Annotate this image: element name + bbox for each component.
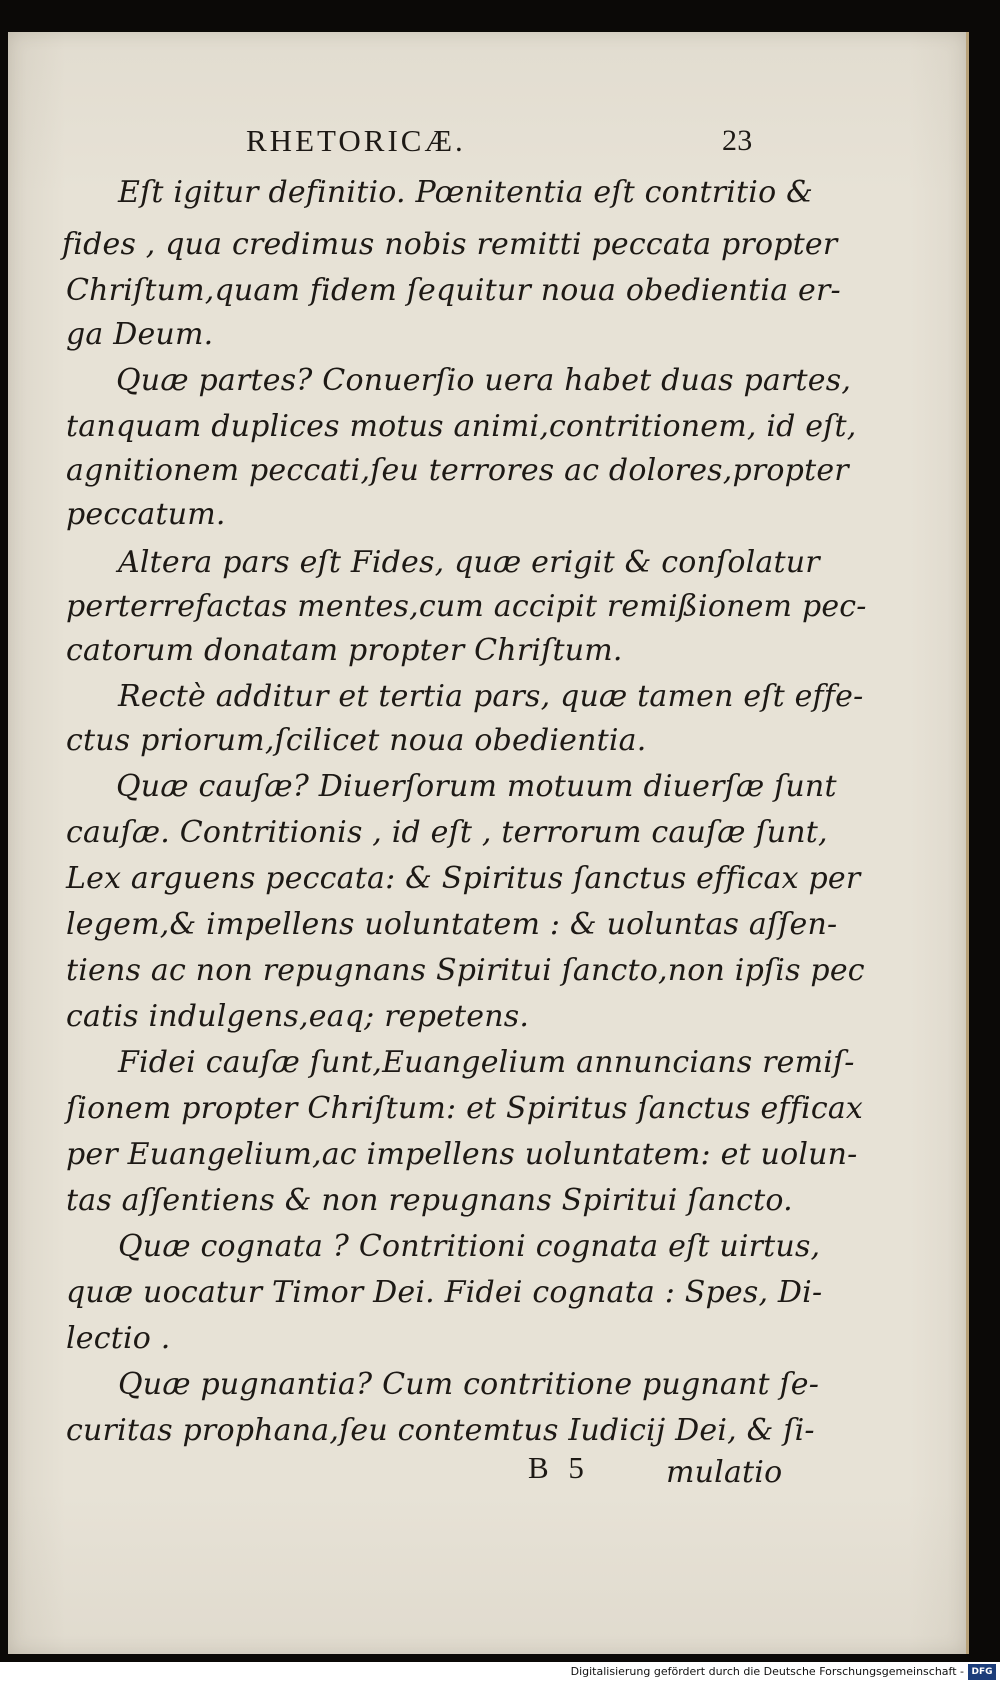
text-line: Quæ cognata ? Contritioni cognata eſt uirtus,: [118, 1229, 821, 1264]
text-line: Quæ cauſæ? Diuerſorum motuum diuerſæ ſunt: [116, 769, 837, 804]
text-line: legem,& impellens uoluntatem : & uoluntas aſſen-: [66, 907, 838, 942]
text-line: perterrefactas mentes,cum accipit remißionem pec-: [66, 589, 867, 624]
dfg-logo-icon: DFG: [968, 1664, 996, 1680]
text-line: Eſt igitur definitio. Pœnitentia eſt contritio &: [118, 175, 814, 210]
text-line: Quæ pugnantia? Cum contritione pugnant ſe-: [118, 1367, 820, 1402]
text-line: curitas prophana,ſeu contemtus Iudicij Dei, & ſi-: [66, 1413, 815, 1448]
text-line: cauſæ. Contritionis , id eſt , terrorum cauſæ ſunt,: [66, 815, 828, 850]
catchword: mulatio: [666, 1455, 783, 1490]
footer-text: Digitalisierung gefördert durch die Deutsche Forschungsgemeinschaft -: [570, 1665, 964, 1678]
signature-mark: B 5: [528, 1450, 590, 1485]
text-line: Lex arguens peccata: & Spiritus ſanctus efficax per: [66, 861, 861, 896]
text-line: Fidei cauſæ ſunt,Euangelium annuncians remiſ-: [118, 1045, 855, 1080]
page-number: 23: [722, 124, 753, 157]
text-line: Quæ partes? Conuerſio uera habet duas partes,: [116, 363, 852, 398]
text-line: Altera pars eſt Fides, quæ erigit & conſolatur: [118, 545, 820, 580]
text-line: per Euangelium,ac impellens uoluntatem: et uolun-: [66, 1137, 858, 1172]
text-line: ctus priorum,ſcilicet noua obedientia.: [66, 723, 647, 758]
text-line: ga Deum.: [66, 317, 214, 352]
text-line: peccatum.: [66, 497, 226, 532]
text-line: tas aſſentiens & non repugnans Spiritui ſancto.: [66, 1183, 793, 1218]
text-line: catis indulgens,eaq; repetens.: [66, 999, 530, 1034]
text-line: Rectè additur et tertia pars, quæ tamen eſt effe-: [118, 679, 864, 714]
running-head: RHETORICÆ.: [246, 123, 466, 158]
text-line: catorum donatam propter Chriſtum.: [66, 633, 623, 668]
text-line: Chriſtum,quam fidem ſequitur noua obedientia er-: [66, 273, 841, 308]
text-line: lectio .: [66, 1321, 171, 1356]
text-line: tanquam duplices motus animi,contritionem, id eſt,: [66, 409, 857, 444]
text-line: quæ uocatur Timor Dei. Fidei cognata : Spes, Di-: [66, 1275, 823, 1310]
text-line: tiens ac non repugnans Spiritui ſancto,non ipſis pec: [66, 953, 865, 988]
text-line: fides , qua credimus nobis remitti peccata propter: [62, 227, 838, 262]
text-line: ſionem propter Chriſtum: et Spiritus ſanctus efficax: [66, 1091, 864, 1126]
digitization-footer: [0, 1662, 1000, 1683]
text-line: agnitionem peccati,ſeu terrores ac dolores,propter: [66, 453, 849, 488]
